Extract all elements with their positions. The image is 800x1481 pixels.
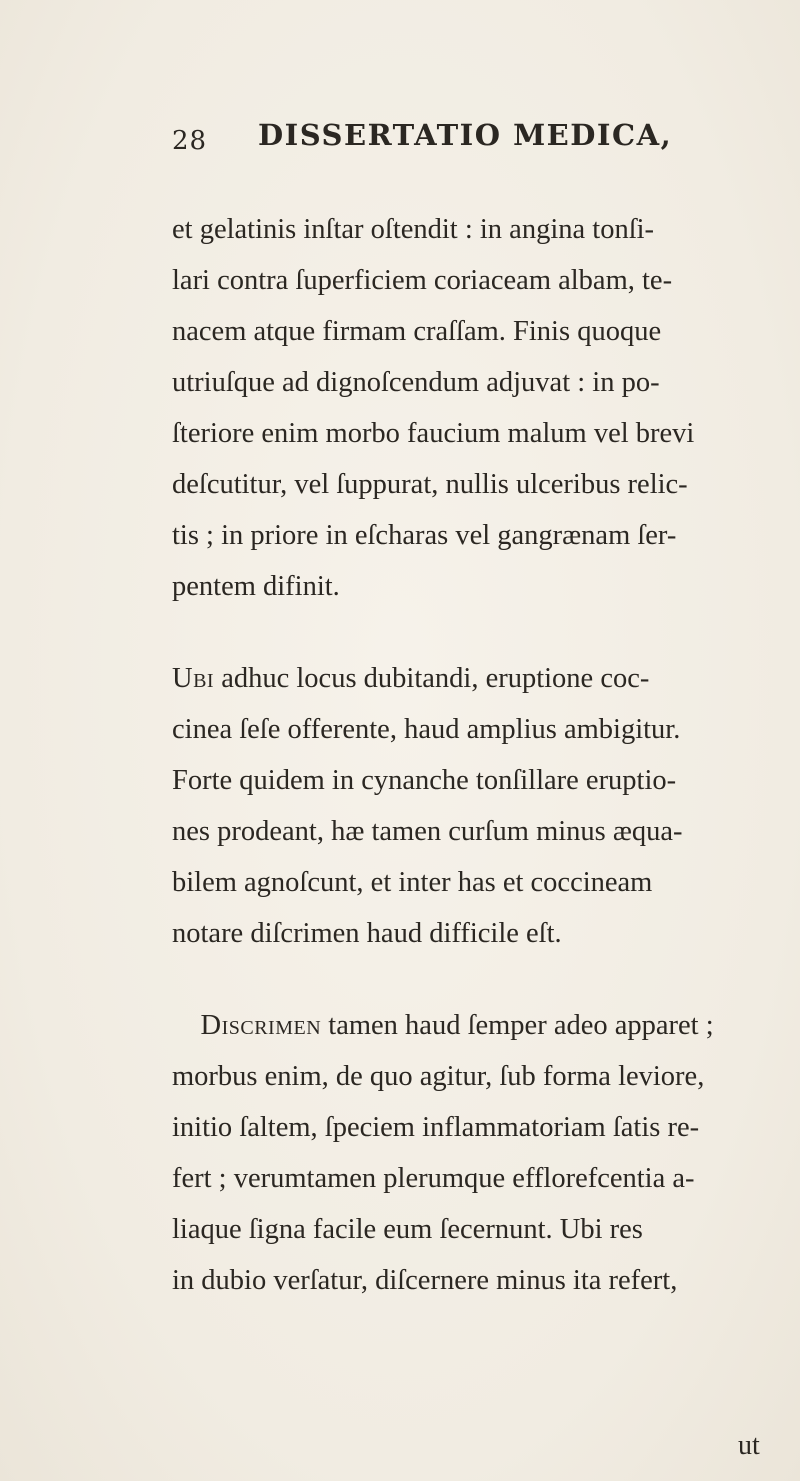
- paragraph-2: [172, 653, 772, 959]
- first-line-rest: adhuc locus dubitandi, eruptione coc-: [214, 663, 650, 694]
- catchword: ut: [738, 1430, 760, 1461]
- text-line: morbus enim, de quo agitur, ſub forma leviore,: [172, 1061, 705, 1092]
- text-line: tis ; in priore in eſcharas vel gangrænam ſer-: [172, 520, 677, 551]
- text-line: nes prodeant, hæ tamen curſum minus æqua-: [172, 816, 683, 847]
- text-line: initio ſaltem, ſpeciem inflammatoriam ſatis re-: [172, 1112, 700, 1143]
- text-line: notare diſcrimen haud difficile eſt.: [172, 918, 562, 949]
- first-line-rest: tamen haud ſemper adeo apparet ;: [321, 1010, 714, 1041]
- paragraph-gap: [172, 612, 772, 653]
- text-line: liaque ſigna facile eum ſecernunt. Ubi res: [172, 1214, 643, 1245]
- text-line: ſteriore enim morbo faucium malum vel brevi: [172, 418, 695, 449]
- text-line: et gelatinis inſtar oſtendit : in angina tonſi-: [172, 214, 655, 245]
- text-line: in dubio verſatur, diſcernere minus ita refert,: [172, 1265, 678, 1296]
- text-line: pentem difinit.: [172, 571, 340, 602]
- initial-word: Ubi: [172, 663, 215, 694]
- page-header: [172, 118, 692, 168]
- text-line: utriuſque ad dignoſcendum adjuvat : in po-: [172, 367, 660, 398]
- text-line: cinea ſeſe offerente, haud amplius ambigitur.: [172, 714, 681, 745]
- text-line: bilem agnoſcunt, et inter has et coccineam: [172, 867, 653, 898]
- text-line: Forte quidem in cynanche tonſillare eruptio-: [172, 765, 677, 796]
- text-line: lari contra ſuperficiem coriaceam albam, te-: [172, 265, 673, 296]
- page-number: 28: [172, 126, 208, 156]
- text-line: [172, 1000, 772, 1051]
- paragraph-3: [172, 1000, 772, 1306]
- paragraph-1: [172, 204, 772, 612]
- text-line: nacem atque firmam craſſam. Finis quoque: [172, 316, 662, 347]
- text-line: [172, 653, 772, 704]
- text-line: deſcutitur, vel ſuppurat, nullis ulceribus relic-: [172, 469, 688, 500]
- text-line: fert ; verumtamen plerumque efflorefcentia a-: [172, 1163, 695, 1194]
- running-title: DISSERTATIO MEDICA,: [258, 118, 673, 152]
- initial-word: Discrimen: [200, 1010, 322, 1041]
- body-text: [172, 204, 772, 1306]
- paragraph-gap: [172, 959, 772, 1000]
